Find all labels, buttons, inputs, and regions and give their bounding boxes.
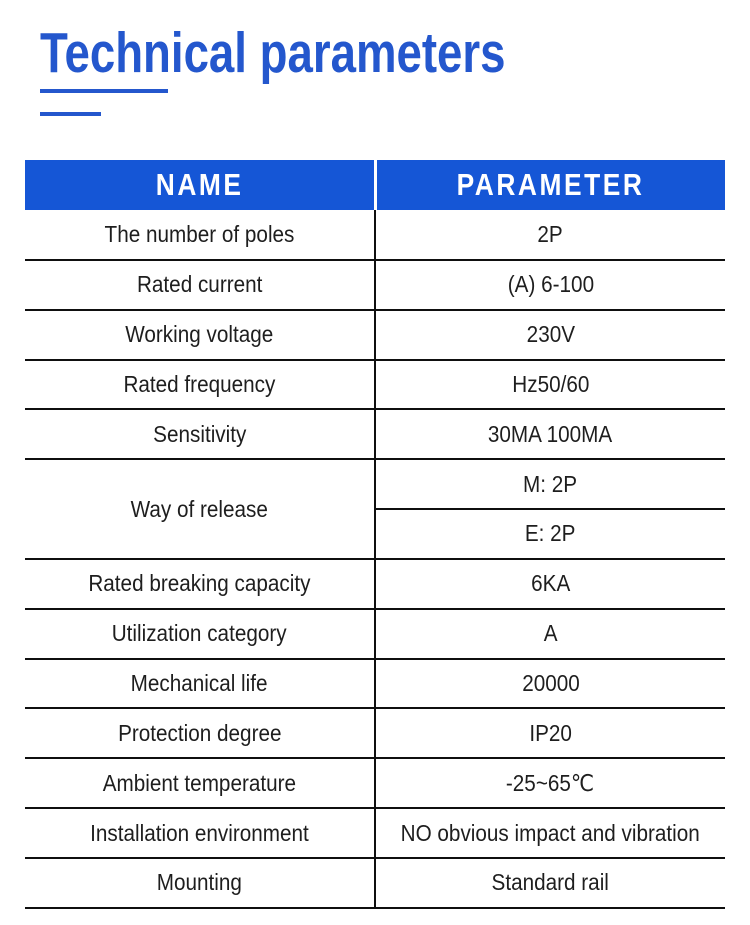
row-name-text: Ambient temperature (102, 769, 297, 796)
row-name-cell (25, 609, 375, 659)
table-row (25, 409, 725, 459)
row-parameter-cell (375, 559, 725, 609)
row-parameter-text: NO obvious impact and vibration (400, 819, 701, 846)
row-parameter-text: 2P (537, 220, 564, 247)
title-underline-long (40, 89, 168, 93)
title-underline-short (40, 112, 101, 116)
table-row (25, 708, 725, 758)
row-name-cell (25, 559, 375, 609)
row-name-text: Mechanical life (131, 670, 268, 697)
row-name-cell (25, 708, 375, 758)
row-name-text: Rated breaking capacity (88, 570, 311, 597)
row-name-cell (25, 409, 375, 459)
row-name-cell (25, 808, 375, 858)
row-parameter-cell (375, 708, 725, 758)
row-parameter-cell (375, 260, 725, 310)
row-name-cell (25, 758, 375, 808)
row-parameter-text: (A) 6-100 (507, 271, 594, 298)
row-parameter-text: IP20 (529, 719, 572, 746)
table-row (25, 659, 725, 709)
row-name-cell (25, 858, 375, 908)
technical-parameters-table (25, 160, 725, 909)
header-parameter-cell (375, 160, 725, 210)
row-parameter-cell (375, 659, 725, 709)
table-row (25, 210, 725, 260)
row-name-text: Utilization category (112, 620, 287, 647)
row-parameter-text: A (543, 620, 558, 647)
table-row (25, 360, 725, 410)
row-parameter-cell (375, 409, 725, 459)
row-parameter-cell (375, 210, 725, 260)
row-name-cell-way-of-release (25, 459, 375, 559)
header-name-cell (25, 160, 375, 210)
row-parameter-cell (375, 310, 725, 360)
row-parameter-cell (375, 509, 725, 559)
row-name-text: Mounting (156, 869, 243, 896)
page-title: Technical parameters (40, 21, 506, 85)
row-name-cell (25, 659, 375, 709)
row-parameter-cell (375, 360, 725, 410)
row-name-cell (25, 360, 375, 410)
row-parameter-text: M: 2P (523, 470, 578, 497)
row-name-text: Sensitivity (152, 420, 247, 447)
row-name-text: Working voltage (125, 321, 274, 348)
table-row (25, 858, 725, 908)
row-parameter-cell (375, 808, 725, 858)
row-parameter-text: 230V (526, 321, 575, 348)
row-parameter-text: E: 2P (525, 520, 576, 547)
table-row (25, 559, 725, 609)
header-name-label: NAME (155, 167, 244, 202)
row-name-text: Installation environment (90, 819, 309, 846)
row-parameter-text: Hz50/60 (511, 370, 590, 397)
row-name-cell (25, 210, 375, 260)
row-parameter-cell (375, 609, 725, 659)
technical-parameters-table-container (25, 160, 725, 909)
table-row (25, 310, 725, 360)
table-row (25, 609, 725, 659)
row-parameter-text: 20000 (521, 670, 580, 697)
row-parameter-text: 6KA (530, 570, 571, 597)
row-name-text: Rated current (136, 271, 263, 298)
row-name-text: Protection degree (117, 719, 282, 746)
header-parameter-label: PARAMETER (456, 167, 645, 202)
row-name-text: Way of release (130, 495, 269, 522)
row-parameter-cell (375, 758, 725, 808)
row-name-cell (25, 310, 375, 360)
row-name-text: The number of poles (104, 220, 295, 247)
table-header-row (25, 160, 725, 210)
row-name-text: Rated frequency (123, 370, 276, 397)
row-parameter-text: -25~65℃ (506, 769, 595, 796)
row-parameter-text: 30MA 100MA (488, 420, 613, 447)
table-row (25, 459, 725, 509)
row-parameter-cell (375, 858, 725, 908)
table-row (25, 808, 725, 858)
row-name-cell (25, 260, 375, 310)
table-row (25, 260, 725, 310)
table-row (25, 758, 725, 808)
row-parameter-cell (375, 459, 725, 509)
row-parameter-text: Standard rail (491, 869, 610, 896)
